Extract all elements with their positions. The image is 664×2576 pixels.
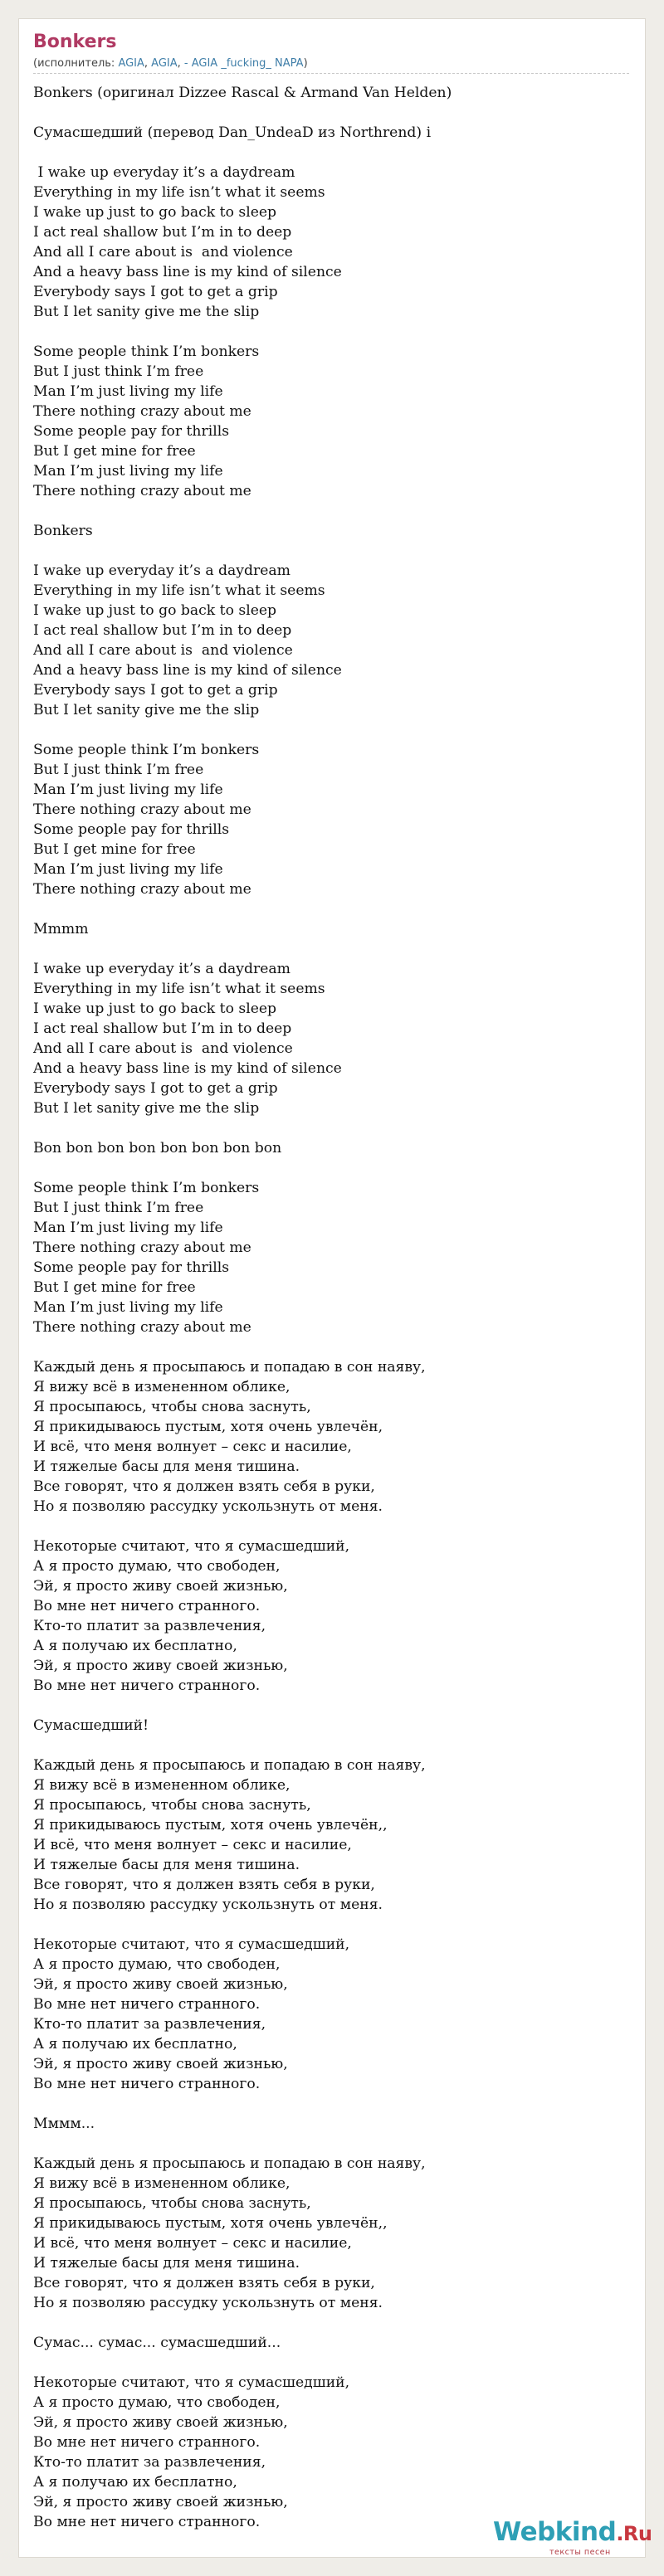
- lyric-line: I act real shallow but I’m in to deep: [33, 224, 292, 241]
- lyric-line: Эй, я просто живу своей жизнью,: [33, 2494, 288, 2510]
- lyric-line: Everybody says I got to get a grip: [33, 1080, 278, 1097]
- lyric-line: Каждый день я просыпаюсь и попадаю в сон наяву,: [33, 1757, 426, 1774]
- lyric-line: Все говорят, что я должен взять себя в руки,: [33, 2275, 375, 2291]
- lyric-line: And all I care about is and violence: [33, 642, 293, 659]
- stanza-break: [33, 1915, 631, 1935]
- artist-link-2[interactable]: AGIA: [151, 57, 178, 70]
- lyric-line: Man I’m just living my life: [33, 782, 223, 798]
- lyric-line: There nothing crazy about me: [33, 1239, 251, 1256]
- lyric-line: Некоторые считают, что я сумасшедший,: [33, 1936, 350, 1953]
- lyric-line: И тяжелые басы для меня тишина.: [33, 1458, 300, 1475]
- lyric-line: Я прикидываюсь пустым, хотя очень увлечён,,: [33, 1817, 388, 1833]
- lyric-line: Some people pay for thrills: [33, 1259, 230, 1276]
- lyric-line: Во мне нет ничего странного.: [33, 2434, 261, 2451]
- lyric-line: И всё, что меня волнует – секс и насилие,: [33, 1837, 352, 1853]
- lyric-line: Everything in my life isn’t what it seems: [33, 582, 325, 599]
- lyric-line: And all I care about is and violence: [33, 1040, 293, 1057]
- lyric-line: Сумасшедший (перевод Dan_UndeaD из Northrend) i: [33, 124, 432, 141]
- lyric-line: Я просыпаюсь, чтобы снова заснуть,: [33, 1399, 311, 1415]
- lyric-line: А я получаю их бесплатно,: [33, 2474, 237, 2491]
- lyric-line: Во мне нет ничего странного.: [33, 1678, 261, 1694]
- song-title: Bonkers: [33, 32, 117, 52]
- lyrics-body: [33, 83, 631, 2532]
- stanza-break: [33, 1158, 631, 1178]
- lyric-line: I act real shallow but I’m in to deep: [33, 1020, 292, 1037]
- lyric-line: But I just think I’m free: [33, 762, 204, 778]
- stanza-break: [33, 1118, 631, 1138]
- lyric-line: Эй, я просто живу своей жизнью,: [33, 1578, 288, 1595]
- lyric-line: А я просто думаю, что свободен,: [33, 2394, 281, 2411]
- lyric-line: Каждый день я просыпаюсь и попадаю в сон наяву,: [33, 1359, 426, 1376]
- lyric-line: И всё, что меня волнует – секс и насилие,: [33, 2235, 352, 2252]
- lyric-line: Кто-то платит за развлечения,: [33, 1618, 266, 1634]
- lyric-line: Эй, я просто живу своей жизнью,: [33, 1976, 288, 1993]
- lyric-line: There nothing crazy about me: [33, 801, 251, 818]
- stanza-break: [33, 103, 631, 123]
- lyric-line: Во мне нет ничего странного.: [33, 2076, 261, 2092]
- lyric-line: Bonkers: [33, 523, 93, 539]
- lyric-line: Кто-то платит за развлечения,: [33, 2454, 266, 2471]
- logo-tagline: тексты песен: [549, 2548, 611, 2557]
- lyric-line: I wake up everyday it’s a daydream: [33, 164, 295, 181]
- logo-name: Webkind: [493, 2517, 617, 2547]
- lyric-line: Я просыпаюсь, чтобы снова заснуть,: [33, 2195, 311, 2212]
- lyric-line: Bonkers (оригинал Dizzee Rascal & Armand Van Helden): [33, 85, 452, 101]
- lyric-line: Bon bon bon bon bon bon bon bon: [33, 1140, 282, 1157]
- artist-separator: ,: [177, 57, 184, 70]
- lyric-line: Man I’m just living my life: [33, 861, 223, 878]
- lyric-line: But I let sanity give me the slip: [33, 702, 260, 718]
- lyric-line: Но я позволяю рассудку ускользнуть от меня.: [33, 2295, 383, 2311]
- lyric-line: Я прикидываюсь пустым, хотя очень увлечён,,: [33, 2215, 388, 2232]
- lyric-line: Some people pay for thrills: [33, 423, 230, 440]
- header-divider: [33, 73, 629, 74]
- lyric-line: Я вижу всё в измененном облике,: [33, 2175, 290, 2192]
- lyric-line: And all I care about is and violence: [33, 244, 293, 261]
- lyric-line: But I just think I’m free: [33, 1200, 204, 1216]
- lyric-line: Я просыпаюсь, чтобы снова заснуть,: [33, 1797, 311, 1814]
- lyric-line: I wake up just to go back to sleep: [33, 1001, 277, 1017]
- lyric-line: Some people think I’m bonkers: [33, 343, 260, 360]
- lyric-line: Во мне нет ничего странного.: [33, 2514, 261, 2530]
- stanza-break: [33, 2313, 631, 2333]
- lyric-line: But I get mine for free: [33, 1279, 196, 1296]
- lyric-line: But I let sanity give me the slip: [33, 1100, 260, 1117]
- stanza-break: [33, 1736, 631, 1755]
- lyric-line: И тяжелые басы для меня тишина.: [33, 1857, 300, 1873]
- lyric-line: Everybody says I got to get a grip: [33, 682, 278, 699]
- lyric-line: Сумасшедший!: [33, 1717, 149, 1734]
- lyric-line: Все говорят, что я должен взять себя в руки,: [33, 1478, 375, 1495]
- lyric-line: Но я позволяю рассудку ускользнуть от меня.: [33, 1897, 383, 1913]
- artist-link-3[interactable]: - AGIA _fucking_ NAPA: [183, 57, 304, 70]
- artist-line: [33, 58, 308, 69]
- lyric-line: А я получаю их бесплатно,: [33, 2036, 237, 2053]
- webkind-logo[interactable]: [476, 2517, 652, 2559]
- lyric-line: Some people think I’m bonkers: [33, 742, 260, 758]
- lyric-line: Man I’m just living my life: [33, 1220, 223, 1236]
- logo-wordmark: [493, 2517, 652, 2547]
- stanza-break: [33, 720, 631, 740]
- lyric-line: But I just think I’m free: [33, 363, 204, 380]
- artist-suffix: ): [303, 57, 308, 70]
- lyric-line: Everything in my life isn’t what it seems: [33, 981, 325, 997]
- lyric-line: But I get mine for free: [33, 443, 196, 460]
- artist-separator: ,: [144, 57, 152, 70]
- lyric-line: Некоторые считают, что я сумасшедший,: [33, 1538, 350, 1555]
- stanza-break: [33, 2134, 631, 2154]
- stanza-break: [33, 899, 631, 919]
- lyric-line: Я прикидываюсь пустым, хотя очень увлечён,: [33, 1419, 383, 1435]
- lyric-line: Man I’m just living my life: [33, 383, 223, 400]
- lyric-line: And a heavy bass line is my kind of silence: [33, 1060, 342, 1077]
- lyric-line: Эй, я просто живу своей жизнью,: [33, 1658, 288, 1674]
- lyric-line: А я получаю их бесплатно,: [33, 1638, 237, 1654]
- lyric-line: There nothing crazy about me: [33, 881, 251, 898]
- lyric-line: I wake up just to go back to sleep: [33, 602, 277, 619]
- lyric-line: And a heavy bass line is my kind of silence: [33, 662, 342, 679]
- stanza-break: [33, 1696, 631, 1716]
- stanza-break: [33, 1337, 631, 1357]
- lyric-line: Все говорят, что я должен взять себя в руки,: [33, 1877, 375, 1893]
- lyric-line: Man I’m just living my life: [33, 1299, 223, 1316]
- lyric-line: I wake up everyday it’s a daydream: [33, 562, 290, 579]
- lyric-line: Everybody says I got to get a grip: [33, 284, 278, 300]
- stanza-break: [33, 2353, 631, 2373]
- lyric-line: I wake up just to go back to sleep: [33, 204, 277, 221]
- artist-prefix: (исполнитель:: [33, 57, 119, 70]
- lyric-line: Сумас... сумас... сумасшедший...: [33, 2335, 281, 2351]
- artist-link-1[interactable]: AGIA: [118, 57, 144, 70]
- lyric-line: Мммм...: [33, 2116, 95, 2132]
- lyric-line: Some people think I’m bonkers: [33, 1180, 260, 1196]
- lyric-line: Man I’m just living my life: [33, 463, 223, 480]
- logo-tld: .Ru: [616, 2522, 652, 2545]
- lyric-line: Эй, я просто живу своей жизнью,: [33, 2414, 288, 2431]
- lyric-line: И всё, что меня волнует – секс и насилие,: [33, 1439, 352, 1455]
- lyric-line: I act real shallow but I’m in to deep: [33, 622, 292, 639]
- lyric-line: Кто-то платит за развлечения,: [33, 2016, 266, 2033]
- stanza-break: [33, 939, 631, 959]
- lyric-line: But I get mine for free: [33, 841, 196, 858]
- lyric-line: There nothing crazy about me: [33, 1319, 251, 1336]
- lyric-line: А я просто думаю, что свободен,: [33, 1558, 281, 1575]
- lyric-line: Mmmm: [33, 921, 89, 937]
- lyric-line: Но я позволяю рассудку ускользнуть от меня.: [33, 1498, 383, 1515]
- lyric-line: But I let sanity give me the slip: [33, 304, 260, 320]
- lyric-line: There nothing crazy about me: [33, 403, 251, 420]
- lyric-line: There nothing crazy about me: [33, 483, 251, 499]
- lyric-line: Каждый день я просыпаюсь и попадаю в сон наяву,: [33, 2155, 426, 2172]
- lyric-line: Я вижу всё в измененном облике,: [33, 1379, 290, 1395]
- stanza-break: [33, 2094, 631, 2114]
- lyric-line: I wake up everyday it’s a daydream: [33, 961, 290, 977]
- lyric-line: Some people pay for thrills: [33, 821, 230, 838]
- stanza-break: [33, 1517, 631, 1536]
- stanza-break: [33, 143, 631, 163]
- lyric-line: Эй, я просто живу своей жизнью,: [33, 2056, 288, 2072]
- lyric-line: Некоторые считают, что я сумасшедший,: [33, 2374, 350, 2391]
- lyric-line: Во мне нет ничего странного.: [33, 1996, 261, 2013]
- lyric-line: Я вижу всё в измененном облике,: [33, 1777, 290, 1794]
- stanza-break: [33, 541, 631, 561]
- lyric-line: Everything in my life isn’t what it seems: [33, 184, 325, 201]
- stanza-break: [33, 501, 631, 521]
- lyric-line: А я просто думаю, что свободен,: [33, 1956, 281, 1973]
- lyric-line: Во мне нет ничего странного.: [33, 1598, 261, 1614]
- stanza-break: [33, 322, 631, 342]
- lyric-line: And a heavy bass line is my kind of silence: [33, 264, 342, 280]
- lyric-line: И тяжелые басы для меня тишина.: [33, 2255, 300, 2272]
